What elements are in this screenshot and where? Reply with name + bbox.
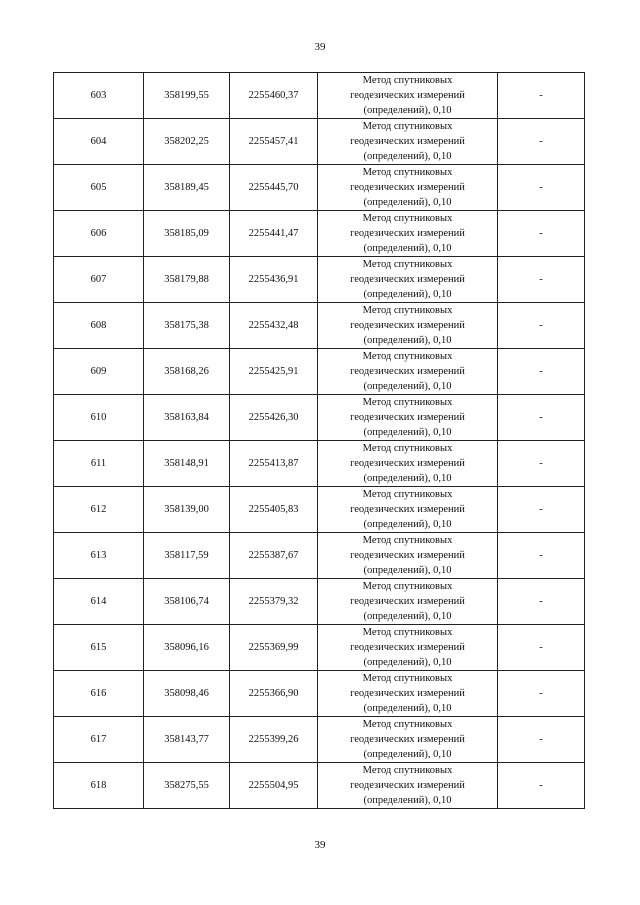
method-line: Метод спутниковых: [362, 627, 453, 638]
method-line: Метод спутниковых: [362, 75, 453, 86]
point-number-cell: 605: [54, 165, 144, 211]
coordinate-x-cell: 358185,09: [144, 211, 230, 257]
method-line: (определений), 0,10: [363, 473, 452, 484]
point-number-cell: 612: [54, 487, 144, 533]
description-cell: -: [498, 119, 585, 165]
point-number-cell: 610: [54, 395, 144, 441]
description-cell: -: [498, 671, 585, 717]
point-number-cell: 608: [54, 303, 144, 349]
description-cell: -: [498, 349, 585, 395]
method-cell: [318, 349, 498, 395]
description-cell: -: [498, 303, 585, 349]
method-line: Метод спутниковых: [362, 443, 453, 454]
table-row: [54, 303, 585, 349]
coordinate-y-cell: 2255460,37: [230, 73, 318, 119]
method-line: геодезических измерений: [350, 780, 465, 791]
method-line: геодезических измерений: [350, 550, 465, 561]
method-line: геодезических измерений: [350, 596, 465, 607]
coordinate-y-cell: 2255399,26: [230, 717, 318, 763]
description-cell: -: [498, 73, 585, 119]
description-cell: -: [498, 165, 585, 211]
table-row: [54, 717, 585, 763]
coordinate-x-cell: 358189,45: [144, 165, 230, 211]
coordinate-y-cell: 2255413,87: [230, 441, 318, 487]
method-cell: [318, 487, 498, 533]
coordinate-x-cell: 358143,77: [144, 717, 230, 763]
description-cell: -: [498, 441, 585, 487]
method-cell: [318, 717, 498, 763]
method-line: (определений), 0,10: [363, 243, 452, 254]
method-line: Метод спутниковых: [362, 305, 453, 316]
point-number-cell: 609: [54, 349, 144, 395]
method-line: Метод спутниковых: [362, 259, 453, 270]
coordinate-y-cell: 2255387,67: [230, 533, 318, 579]
method-line: геодезических измерений: [350, 504, 465, 515]
description-cell: -: [498, 211, 585, 257]
method-cell: [318, 441, 498, 487]
method-cell: [318, 625, 498, 671]
method-line: (определений), 0,10: [363, 289, 452, 300]
coordinate-y-cell: 2255457,41: [230, 119, 318, 165]
method-line: Метод спутниковых: [362, 765, 453, 776]
point-number-cell: 618: [54, 763, 144, 809]
coordinate-x-cell: 358168,26: [144, 349, 230, 395]
method-cell: [318, 119, 498, 165]
point-number-cell: 613: [54, 533, 144, 579]
method-line: Метод спутниковых: [362, 167, 453, 178]
coordinate-y-cell: 2255441,47: [230, 211, 318, 257]
coordinate-y-cell: 2255379,32: [230, 579, 318, 625]
description-cell: -: [498, 763, 585, 809]
point-number-cell: 604: [54, 119, 144, 165]
table-row: [54, 441, 585, 487]
coordinate-x-cell: 358148,91: [144, 441, 230, 487]
method-cell: [318, 533, 498, 579]
table-row: [54, 579, 585, 625]
table-row: [54, 625, 585, 671]
method-line: Метод спутниковых: [362, 213, 453, 224]
method-line: (определений), 0,10: [363, 197, 452, 208]
page-number-bottom: 39: [314, 839, 326, 851]
point-number-cell: 617: [54, 717, 144, 763]
table-row: [54, 395, 585, 441]
description-cell: -: [498, 487, 585, 533]
coordinate-x-cell: 358202,25: [144, 119, 230, 165]
method-line: (определений), 0,10: [363, 105, 452, 116]
table-row: [54, 73, 585, 119]
description-cell: -: [498, 717, 585, 763]
method-line: Метод спутниковых: [362, 489, 453, 500]
coordinate-x-cell: 358199,55: [144, 73, 230, 119]
coordinate-x-cell: 358175,38: [144, 303, 230, 349]
method-cell: [318, 211, 498, 257]
method-line: геодезических измерений: [350, 642, 465, 653]
method-line: геодезических измерений: [350, 366, 465, 377]
method-line: Метод спутниковых: [362, 397, 453, 408]
method-line: (определений), 0,10: [363, 657, 452, 668]
coordinate-x-cell: 358179,88: [144, 257, 230, 303]
method-line: геодезических измерений: [350, 734, 465, 745]
coordinates-table: [53, 72, 585, 809]
point-number-cell: 603: [54, 73, 144, 119]
coordinate-y-cell: 2255445,70: [230, 165, 318, 211]
method-line: геодезических измерений: [350, 182, 465, 193]
table-row: [54, 671, 585, 717]
point-number-cell: 611: [54, 441, 144, 487]
coordinate-y-cell: 2255405,83: [230, 487, 318, 533]
coordinate-x-cell: 358139,00: [144, 487, 230, 533]
method-line: (определений), 0,10: [363, 611, 452, 622]
coordinate-y-cell: 2255504,95: [230, 763, 318, 809]
coordinate-x-cell: 358275,55: [144, 763, 230, 809]
coordinate-y-cell: 2255436,91: [230, 257, 318, 303]
method-line: (определений), 0,10: [363, 427, 452, 438]
method-line: (определений), 0,10: [363, 381, 452, 392]
method-line: геодезических измерений: [350, 320, 465, 331]
table-row: [54, 257, 585, 303]
method-line: (определений), 0,10: [363, 749, 452, 760]
coordinate-y-cell: 2255425,91: [230, 349, 318, 395]
coordinates-table-body: [54, 73, 585, 809]
coordinate-y-cell: 2255432,48: [230, 303, 318, 349]
method-line: геодезических измерений: [350, 688, 465, 699]
method-line: (определений), 0,10: [363, 335, 452, 346]
method-line: (определений), 0,10: [363, 565, 452, 576]
method-cell: [318, 165, 498, 211]
method-line: геодезических измерений: [350, 412, 465, 423]
coordinate-x-cell: 358096,16: [144, 625, 230, 671]
method-line: (определений), 0,10: [363, 151, 452, 162]
page-number-top: 39: [314, 41, 326, 53]
method-line: геодезических измерений: [350, 274, 465, 285]
method-cell: [318, 257, 498, 303]
method-cell: [318, 763, 498, 809]
description-cell: -: [498, 625, 585, 671]
point-number-cell: 607: [54, 257, 144, 303]
point-number-cell: 614: [54, 579, 144, 625]
method-line: Метод спутниковых: [362, 673, 453, 684]
method-line: геодезических измерений: [350, 458, 465, 469]
coordinate-x-cell: 358098,46: [144, 671, 230, 717]
method-line: Метод спутниковых: [362, 121, 453, 132]
coordinate-y-cell: 2255369,99: [230, 625, 318, 671]
method-line: (определений), 0,10: [363, 795, 452, 806]
coordinate-x-cell: 358163,84: [144, 395, 230, 441]
table-row: [54, 349, 585, 395]
method-line: Метод спутниковых: [362, 351, 453, 362]
coordinate-y-cell: 2255366,90: [230, 671, 318, 717]
coordinate-x-cell: 358117,59: [144, 533, 230, 579]
method-line: Метод спутниковых: [362, 535, 453, 546]
method-line: геодезических измерений: [350, 228, 465, 239]
coordinate-x-cell: 358106,74: [144, 579, 230, 625]
table-row: [54, 211, 585, 257]
description-cell: -: [498, 257, 585, 303]
point-number-cell: 615: [54, 625, 144, 671]
table-row: [54, 763, 585, 809]
table-row: [54, 165, 585, 211]
method-line: Метод спутниковых: [362, 719, 453, 730]
method-cell: [318, 395, 498, 441]
table-row: [54, 533, 585, 579]
coordinate-y-cell: 2255426,30: [230, 395, 318, 441]
table-row: [54, 487, 585, 533]
description-cell: -: [498, 395, 585, 441]
point-number-cell: 606: [54, 211, 144, 257]
method-line: геодезических измерений: [350, 136, 465, 147]
method-cell: [318, 303, 498, 349]
point-number-cell: 616: [54, 671, 144, 717]
description-cell: -: [498, 533, 585, 579]
table-row: [54, 119, 585, 165]
method-cell: [318, 671, 498, 717]
method-line: геодезических измерений: [350, 90, 465, 101]
method-line: (определений), 0,10: [363, 703, 452, 714]
method-cell: [318, 73, 498, 119]
description-cell: -: [498, 579, 585, 625]
method-line: Метод спутниковых: [362, 581, 453, 592]
method-cell: [318, 579, 498, 625]
method-line: (определений), 0,10: [363, 519, 452, 530]
